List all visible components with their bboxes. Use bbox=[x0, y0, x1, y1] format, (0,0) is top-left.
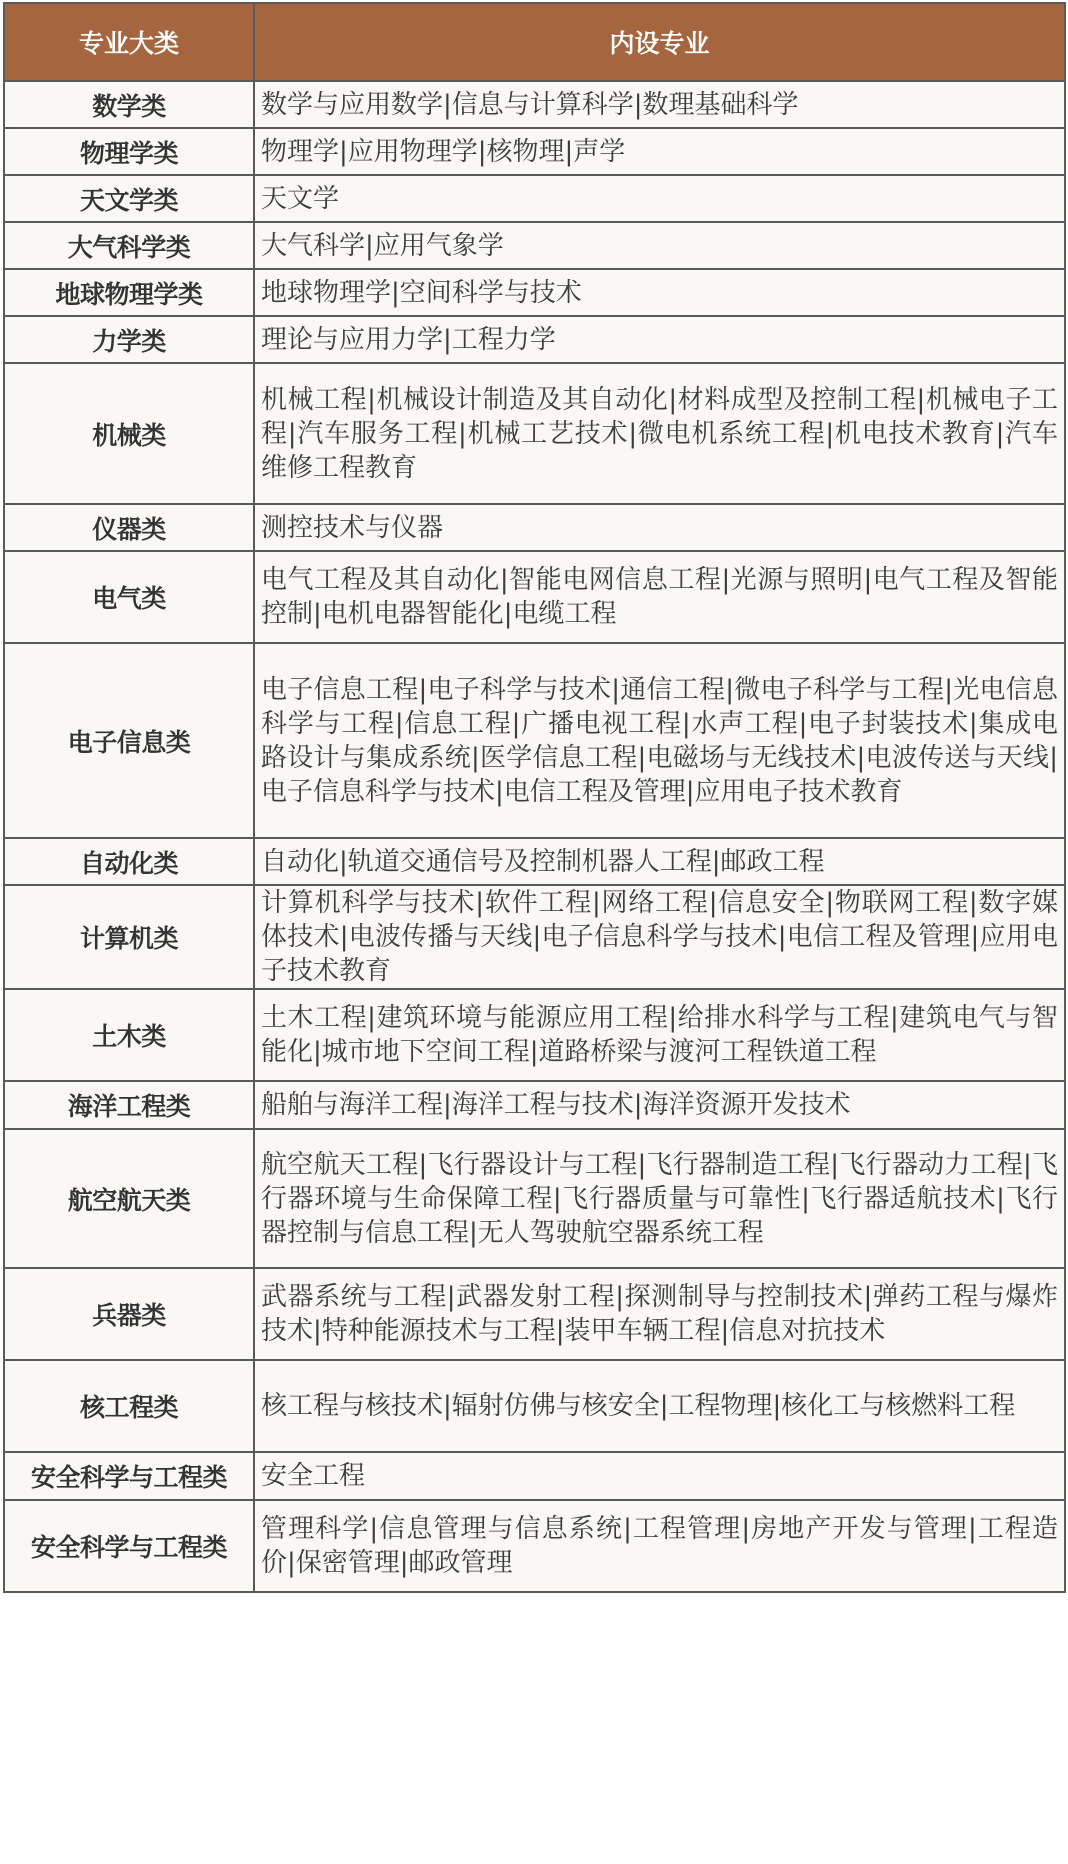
category-cell: 安全科学与工程类 bbox=[4, 1500, 254, 1592]
table-row bbox=[4, 363, 1065, 504]
category-cell: 物理学类 bbox=[4, 128, 254, 175]
category-cell: 机械类 bbox=[4, 363, 254, 504]
category-cell: 核工程类 bbox=[4, 1360, 254, 1452]
table-row bbox=[4, 838, 1065, 885]
table-row bbox=[4, 1452, 1065, 1500]
majors-cell: 大气科学|应用气象学 bbox=[254, 222, 1065, 269]
majors-cell: 船舶与海洋工程|海洋工程与技术|海洋资源开发技术 bbox=[254, 1081, 1065, 1129]
majors-cell: 电子信息工程|电子科学与技术|通信工程|微电子科学与工程|光电信息科学与工程|信息工程|广播电视工程|水声工程|电子封装技术|集成电路设计与集成系统|医学信息工程|电磁场与无线技术|电波传送与天线|电子信息科学与技术|电信工程及管理|应用电子技术教育 bbox=[254, 643, 1065, 838]
category-cell: 天文学类 bbox=[4, 175, 254, 222]
table-row bbox=[4, 885, 1065, 989]
category-cell: 土木类 bbox=[4, 989, 254, 1081]
category-cell: 兵器类 bbox=[4, 1268, 254, 1360]
majors-cell: 物理学|应用物理学|核物理|声学 bbox=[254, 128, 1065, 175]
majors-cell: 测控技术与仪器 bbox=[254, 504, 1065, 551]
column-header-majors: 内设专业 bbox=[254, 3, 1065, 81]
table-row bbox=[4, 269, 1065, 316]
table-row bbox=[4, 504, 1065, 551]
table-row bbox=[4, 316, 1065, 363]
category-cell: 电子信息类 bbox=[4, 643, 254, 838]
majors-cell: 核工程与核技术|辐射仿佛与核安全|工程物理|核化工与核燃料工程 bbox=[254, 1360, 1065, 1452]
table-header-row bbox=[4, 3, 1065, 81]
table-row bbox=[4, 222, 1065, 269]
table-row bbox=[4, 1360, 1065, 1452]
category-cell: 计算机类 bbox=[4, 885, 254, 989]
category-cell: 力学类 bbox=[4, 316, 254, 363]
majors-cell: 电气工程及其自动化|智能电网信息工程|光源与照明|电气工程及智能控制|电机电器智能化|电缆工程 bbox=[254, 551, 1065, 643]
majors-cell: 武器系统与工程|武器发射工程|探测制导与控制技术|弹药工程与爆炸技术|特种能源技术与工程|装甲车辆工程|信息对抗技术 bbox=[254, 1268, 1065, 1360]
table-row bbox=[4, 81, 1065, 128]
majors-cell: 土木工程|建筑环境与能源应用工程|给排水科学与工程|建筑电气与智能化|城市地下空间工程|道路桥梁与渡河工程铁道工程 bbox=[254, 989, 1065, 1081]
majors-cell: 机械工程|机械设计制造及其自动化|材料成型及控制工程|机械电子工程|汽车服务工程|机械工艺技术|微电机系统工程|机电技术教育|汽车维修工程教育 bbox=[254, 363, 1065, 504]
category-cell: 大气科学类 bbox=[4, 222, 254, 269]
table-row bbox=[4, 643, 1065, 838]
majors-cell: 地球物理学|空间科学与技术 bbox=[254, 269, 1065, 316]
majors-cell: 数学与应用数学|信息与计算科学|数理基础科学 bbox=[254, 81, 1065, 128]
table-row bbox=[4, 128, 1065, 175]
category-cell: 安全科学与工程类 bbox=[4, 1452, 254, 1500]
majors-cell: 计算机科学与技术|软件工程|网络工程|信息安全|物联网工程|数字媒体技术|电波传播与天线|电子信息科学与技术|电信工程及管理|应用电子技术教育 bbox=[254, 885, 1065, 989]
category-cell: 地球物理学类 bbox=[4, 269, 254, 316]
category-cell: 仪器类 bbox=[4, 504, 254, 551]
majors-cell: 航空航天工程|飞行器设计与工程|飞行器制造工程|飞行器动力工程|飞行器环境与生命保障工程|飞行器质量与可靠性|飞行器适航技术|飞行器控制与信息工程|无人驾驶航空器系统工程 bbox=[254, 1129, 1065, 1268]
majors-cell: 自动化|轨道交通信号及控制机器人工程|邮政工程 bbox=[254, 838, 1065, 885]
majors-cell: 理论与应用力学|工程力学 bbox=[254, 316, 1065, 363]
majors-cell: 安全工程 bbox=[254, 1452, 1065, 1500]
category-cell: 自动化类 bbox=[4, 838, 254, 885]
table-row bbox=[4, 175, 1065, 222]
table-row bbox=[4, 551, 1065, 643]
table-row bbox=[4, 1081, 1065, 1129]
table-row bbox=[4, 1500, 1065, 1592]
table-row bbox=[4, 989, 1065, 1081]
category-cell: 数学类 bbox=[4, 81, 254, 128]
category-cell: 电气类 bbox=[4, 551, 254, 643]
table-row bbox=[4, 1129, 1065, 1268]
majors-cell: 管理科学|信息管理与信息系统|工程管理|房地产开发与管理|工程造价|保密管理|邮政管理 bbox=[254, 1500, 1065, 1592]
majors-table bbox=[3, 2, 1066, 1593]
category-cell: 海洋工程类 bbox=[4, 1081, 254, 1129]
column-header-category: 专业大类 bbox=[4, 3, 254, 81]
majors-cell: 天文学 bbox=[254, 175, 1065, 222]
table-row bbox=[4, 1268, 1065, 1360]
category-cell: 航空航天类 bbox=[4, 1129, 254, 1268]
